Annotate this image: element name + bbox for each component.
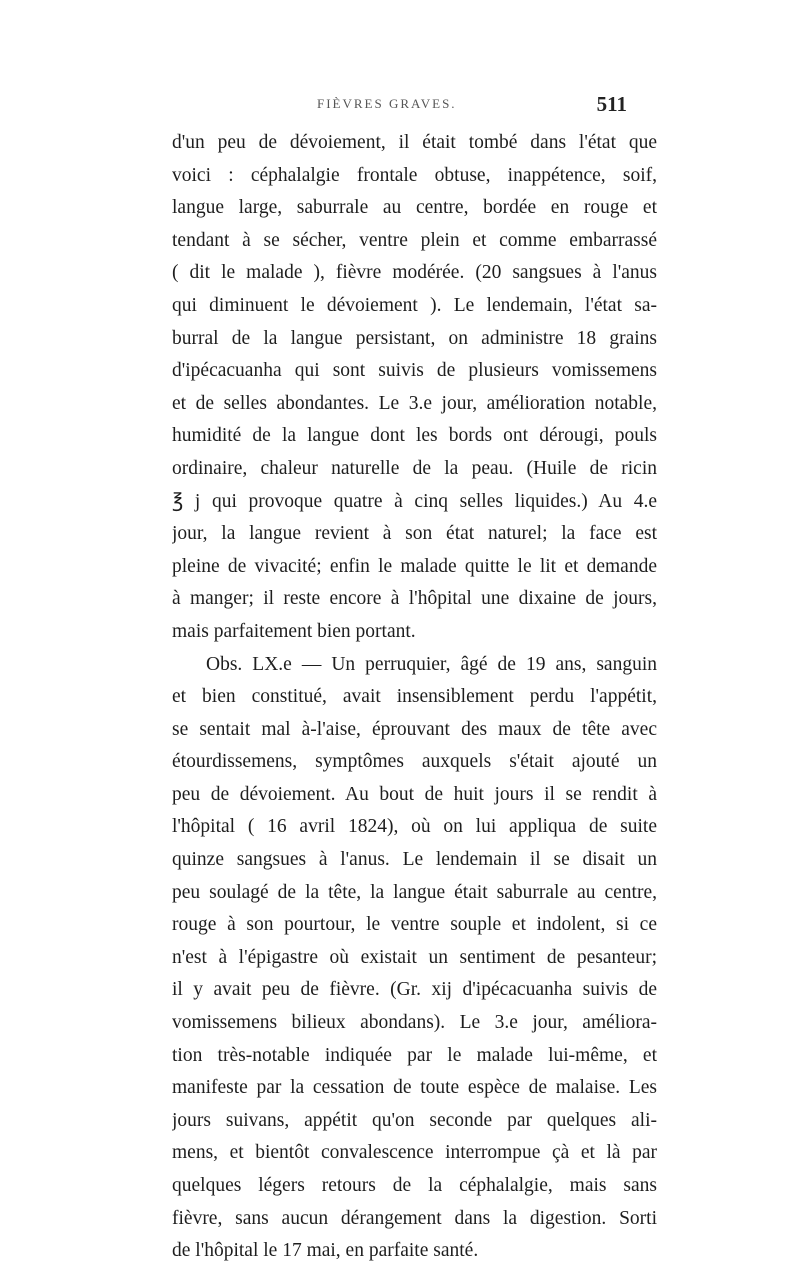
text-line: tendant à se sécher, ventre plein et comme embarrassé	[172, 229, 657, 251]
observation-start-line: Obs. LX.e — Un perruquier, âgé de 19 ans, sanguin	[206, 653, 657, 675]
text-line: à manger; il reste encore à l'hôpital une dixaine de jours,	[172, 588, 657, 610]
text-line: mais parfaitement bien portant.	[172, 620, 416, 642]
text-line: peu de dévoiement. Au bout de huit jours il se rendit à	[172, 783, 657, 805]
text-line: se sentait mal à-l'aise, éprouvant des maux de tête avec	[172, 718, 657, 740]
text-line: quinze sangsues à l'anus. Le lendemain il se disait un	[172, 849, 657, 871]
text-line: étourdissemens, symptômes auxquels s'était ajouté un	[172, 751, 657, 773]
text-line: voici : céphalalgie frontale obtuse, inappétence, soif,	[172, 164, 657, 186]
text-line: quelques légers retours de la céphalalgie, mais sans	[172, 1175, 657, 1196]
text-line: il y avait peu de fièvre. (Gr. xij d'ipécacuanha suivis de	[172, 979, 657, 1001]
text-line: ℥ j qui provoque quatre à cinq selles liquides.) Au 4.e	[172, 490, 657, 512]
text-line: d'ipécacuanha qui sont suivis de plusieurs vomissemens	[172, 360, 657, 382]
text-line: ( dit le malade ), fièvre modérée. (20 sangsues à l'anus	[172, 262, 657, 284]
text-line: tion très-notable indiquée par le malade lui-même, et	[172, 1044, 657, 1066]
text-line: d'un peu de dévoiement, il était tombé dans l'état que	[172, 132, 657, 153]
text-line: fièvre, sans aucun dérangement dans la digestion. Sorti	[172, 1207, 657, 1229]
text-line: jours suivans, appétit qu'on seconde par quelques ali-	[172, 1109, 657, 1131]
running-title: FIÈVRES GRAVES.	[317, 96, 457, 111]
text-line: et de selles abondantes. Le 3.e jour, amélioration notable,	[172, 392, 657, 414]
text-line: et bien constitué, avait insensiblement perdu l'appétit,	[172, 686, 657, 708]
text-line: mens, et bientôt convalescence interrompue çà et là par	[172, 1142, 657, 1164]
text-line: peu soulagé de la tête, la langue était saburrale au centre,	[172, 881, 657, 903]
text-line: ordinaire, chaleur naturelle de la peau. (Huile de ricin	[172, 457, 657, 479]
text-line: l'hôpital ( 16 avril 1824), où on lui appliqua de suite	[172, 816, 657, 838]
page-header	[172, 92, 627, 120]
text-line: vomissemens bilieux abondans). Le 3.e jour, améliora-	[172, 1012, 657, 1034]
page-number: 511	[596, 92, 627, 116]
text-line: langue large, saburrale au centre, bordée en rouge et	[172, 197, 657, 219]
text-line: burral de la langue persistant, on administre 18 grains	[172, 327, 657, 349]
text-line: manifeste par la cessation de toute espèce de malaise. Les	[172, 1077, 657, 1099]
text-line: de l'hôpital le 17 mai, en parfaite santé.	[172, 1240, 479, 1262]
text-line: humidité de la langue dont les bords ont dérougi, pouls	[172, 425, 657, 447]
text-line: n'est à l'épigastre où existait un sentiment de pesanteur;	[172, 946, 657, 968]
text-line: jour, la langue revient à son état naturel; la face est	[172, 523, 657, 545]
text-line: qui diminuent le dévoiement ). Le lendemain, l'état sa-	[172, 294, 657, 316]
body-text	[172, 127, 657, 1268]
text-line: pleine de vivacité; enfin le malade quitte le lit et demande	[172, 555, 657, 577]
text-line: rouge à son pourtour, le ventre souple et indolent, si ce	[172, 914, 657, 936]
